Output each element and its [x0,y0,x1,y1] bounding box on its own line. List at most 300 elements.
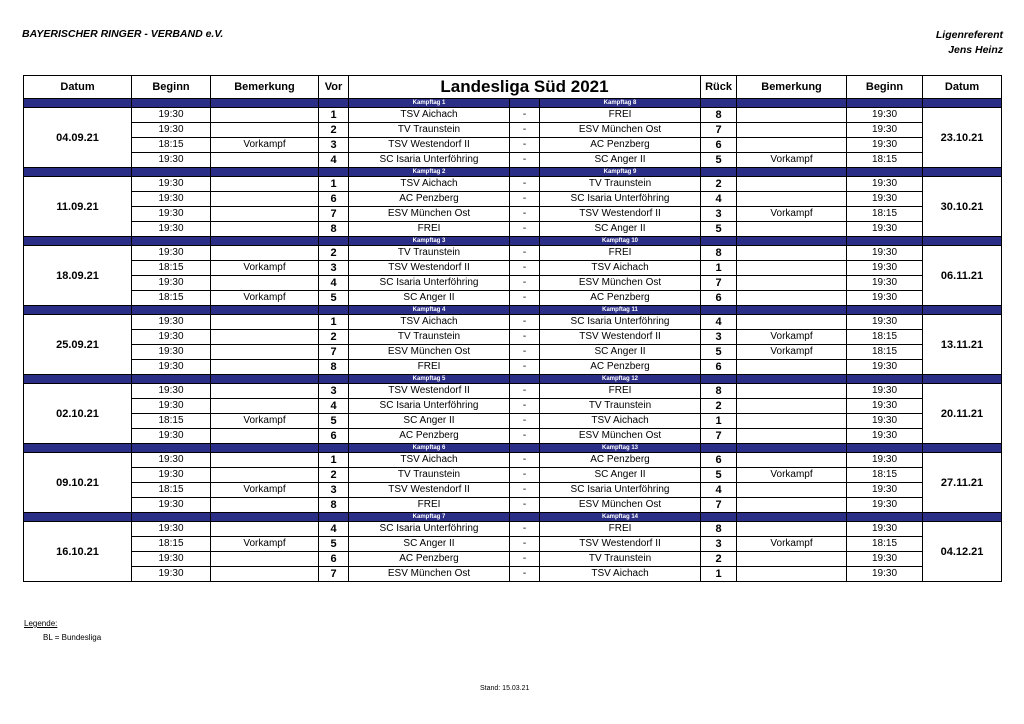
matchday-cell [24,375,132,384]
matchday-label: Kampftag 6 [349,444,510,453]
start-time: 19:30 [132,207,211,222]
col-bemerkung: Bemerkung [211,76,319,99]
remark-rueck [737,429,847,444]
rueck-number: 4 [701,483,737,498]
matchday-cell [701,168,737,177]
start-time-rueck: 19:30 [847,261,923,276]
start-time-rueck: 19:30 [847,360,923,375]
matchday-cell [211,237,319,246]
vor-number: 1 [319,108,349,123]
start-time-rueck: 19:30 [847,315,923,330]
date-vor: 02.10.21 [24,384,132,444]
matchday-cell [737,237,847,246]
start-time: 19:30 [132,468,211,483]
remark [211,345,319,360]
matchday-cell [923,375,1002,384]
vor-number: 6 [319,192,349,207]
remark [211,192,319,207]
separator: - [510,537,540,552]
start-time-rueck: 18:15 [847,330,923,345]
away-team: TV Traunstein [540,552,701,567]
start-time: 18:15 [132,261,211,276]
rueck-number: 6 [701,138,737,153]
matchday-cell [24,237,132,246]
start-time: 19:30 [132,498,211,513]
home-team: TV Traunstein [349,246,510,261]
separator: - [510,108,540,123]
remark [211,108,319,123]
home-team: SC Isaria Unterföhring [349,399,510,414]
matchday-cell [847,99,923,108]
start-time-rueck: 19:30 [847,177,923,192]
separator: - [510,345,540,360]
remark [211,330,319,345]
start-time-rueck: 19:30 [847,138,923,153]
start-time: 19:30 [132,552,211,567]
separator: - [510,552,540,567]
separator: - [510,138,540,153]
home-team: AC Penzberg [349,429,510,444]
table-row [24,552,1002,567]
col-rueck: Rück [701,76,737,99]
legend-item: BL = Bundesliga [43,633,102,642]
vor-number: 1 [319,177,349,192]
remark-rueck: Vorkampf [737,537,847,552]
start-time-rueck: 19:30 [847,246,923,261]
home-team: FREI [349,360,510,375]
matchday-cell [132,444,211,453]
remark-rueck [737,108,847,123]
rueck-number: 3 [701,537,737,552]
remark-rueck [737,246,847,261]
separator: - [510,360,540,375]
away-team: SC Anger II [540,345,701,360]
remark-rueck [737,123,847,138]
away-team: FREI [540,246,701,261]
matchday-cell [847,513,923,522]
remark: Vorkampf [211,261,319,276]
remark-rueck [737,276,847,291]
separator: - [510,192,540,207]
remark [211,468,319,483]
matchday-label: Kampftag 5 [349,375,510,384]
matchday-cell [24,99,132,108]
vor-number: 6 [319,429,349,444]
home-team: TSV Westendorf II [349,138,510,153]
away-team: TSV Westendorf II [540,330,701,345]
away-team: TSV Westendorf II [540,537,701,552]
matchday-cell [737,99,847,108]
table-row [24,468,1002,483]
vor-number: 3 [319,384,349,399]
rueck-number: 5 [701,345,737,360]
away-team: TSV Aichach [540,261,701,276]
separator: - [510,330,540,345]
away-team: FREI [540,384,701,399]
matchday-cell [319,99,349,108]
matchday-cell [923,444,1002,453]
matchday-label: Kampftag 11 [540,306,701,315]
remark-rueck [737,552,847,567]
table-row [24,138,1002,153]
home-team: SC Isaria Unterföhring [349,522,510,537]
home-team: ESV München Ost [349,207,510,222]
remark-rueck: Vorkampf [737,330,847,345]
table-row [24,261,1002,276]
matchday-cell [847,237,923,246]
vor-number: 8 [319,222,349,237]
home-team: TSV Aichach [349,453,510,468]
matchday-row [24,237,1002,246]
start-time: 19:30 [132,222,211,237]
start-time: 19:30 [132,384,211,399]
table-row [24,246,1002,261]
separator: - [510,177,540,192]
remark-rueck: Vorkampf [737,207,847,222]
away-team: SC Anger II [540,468,701,483]
matchday-cell [847,306,923,315]
start-time-rueck: 19:30 [847,498,923,513]
start-time: 18:15 [132,291,211,306]
table-row [24,498,1002,513]
remark [211,177,319,192]
remark-rueck [737,192,847,207]
referee-name: Jens Heinz [948,44,1003,56]
remark [211,153,319,168]
separator: - [510,207,540,222]
remark [211,429,319,444]
separator: - [510,384,540,399]
matchday-row [24,168,1002,177]
date-rueck: 13.11.21 [923,315,1002,375]
col-bemerkung-rueck: Bemerkung [737,76,847,99]
rueck-number: 4 [701,315,737,330]
rueck-number: 6 [701,291,737,306]
rueck-number: 8 [701,246,737,261]
rueck-number: 5 [701,468,737,483]
home-team: AC Penzberg [349,552,510,567]
separator: - [510,123,540,138]
home-team: TV Traunstein [349,123,510,138]
matchday-cell [701,306,737,315]
remark [211,360,319,375]
away-team: ESV München Ost [540,429,701,444]
away-team: SC Isaria Unterföhring [540,315,701,330]
start-time: 19:30 [132,192,211,207]
date-rueck: 20.11.21 [923,384,1002,444]
matchday-cell [923,99,1002,108]
start-time-rueck: 18:15 [847,345,923,360]
col-datum-rueck: Datum [923,76,1002,99]
start-time: 19:30 [132,567,211,582]
col-vor: Vor [319,76,349,99]
matchday-cell [132,375,211,384]
separator: - [510,246,540,261]
rueck-number: 3 [701,330,737,345]
table-row [24,315,1002,330]
matchday-cell [319,168,349,177]
table-row [24,483,1002,498]
referee-role: Ligenreferent [935,29,1003,41]
remark [211,453,319,468]
remark-rueck [737,291,847,306]
home-team: TV Traunstein [349,330,510,345]
matchday-row [24,444,1002,453]
matchday-label: Kampftag 13 [540,444,701,453]
rueck-number: 7 [701,123,737,138]
matchday-cell [319,237,349,246]
remark-rueck: Vorkampf [737,468,847,483]
home-team: AC Penzberg [349,192,510,207]
vor-number: 8 [319,360,349,375]
separator: - [510,483,540,498]
matchday-label: Kampftag 2 [349,168,510,177]
col-datum: Datum [24,76,132,99]
matchday-cell [24,168,132,177]
start-time: 19:30 [132,177,211,192]
remark-rueck [737,384,847,399]
start-time-rueck: 19:30 [847,276,923,291]
matchday-cell [701,444,737,453]
start-time-rueck: 18:15 [847,537,923,552]
col-beginn-rueck: Beginn [847,76,923,99]
date-rueck: 30.10.21 [923,177,1002,237]
vor-number: 2 [319,246,349,261]
remark [211,498,319,513]
start-time-rueck: 19:30 [847,399,923,414]
date-vor: 16.10.21 [24,522,132,582]
date-rueck: 04.12.21 [923,522,1002,582]
separator: - [510,498,540,513]
league-title: Landesliga Süd 2021 [349,76,701,99]
away-team: TV Traunstein [540,399,701,414]
separator: - [510,153,540,168]
start-time: 18:15 [132,483,211,498]
start-time: 19:30 [132,453,211,468]
rueck-number: 6 [701,453,737,468]
vor-number: 1 [319,453,349,468]
matchday-cell [211,513,319,522]
matchday-cell [24,306,132,315]
matchday-cell [319,375,349,384]
matchday-cell [737,375,847,384]
table-row [24,153,1002,168]
start-time-rueck: 19:30 [847,453,923,468]
start-time: 19:30 [132,429,211,444]
vor-number: 8 [319,498,349,513]
remark-rueck [737,399,847,414]
home-team: TSV Aichach [349,108,510,123]
remark [211,522,319,537]
remark-rueck [737,360,847,375]
home-team: SC Isaria Unterföhring [349,276,510,291]
start-time: 19:30 [132,315,211,330]
rueck-number: 2 [701,177,737,192]
remark-rueck [737,567,847,582]
vor-number: 4 [319,522,349,537]
away-team: AC Penzberg [540,138,701,153]
rueck-number: 7 [701,498,737,513]
legend-title: Legende: [24,619,58,628]
rueck-number: 1 [701,261,737,276]
remark: Vorkampf [211,414,319,429]
matchday-cell [737,306,847,315]
vor-number: 2 [319,123,349,138]
matchday-cell [847,375,923,384]
start-time: 19:30 [132,345,211,360]
start-time: 19:30 [132,330,211,345]
start-time-rueck: 18:15 [847,153,923,168]
start-time-rueck: 19:30 [847,483,923,498]
remark-rueck [737,222,847,237]
vor-number: 6 [319,552,349,567]
away-team: ESV München Ost [540,123,701,138]
away-team: FREI [540,108,701,123]
matchday-cell [701,513,737,522]
start-time: 19:30 [132,399,211,414]
separator: - [510,261,540,276]
matchday-cell [510,513,540,522]
separator: - [510,399,540,414]
separator: - [510,414,540,429]
matchday-cell [510,444,540,453]
home-team: SC Anger II [349,291,510,306]
matchday-label: Kampftag 4 [349,306,510,315]
remark [211,123,319,138]
separator: - [510,522,540,537]
start-time: 19:30 [132,108,211,123]
table-row [24,522,1002,537]
matchday-row [24,99,1002,108]
matchday-label: Kampftag 1 [349,99,510,108]
start-time-rueck: 19:30 [847,222,923,237]
vor-number: 3 [319,483,349,498]
vor-number: 2 [319,330,349,345]
federation-name: BAYERISCHER RINGER - VERBAND e.V. [22,28,224,40]
away-team: TSV Westendorf II [540,207,701,222]
matchday-cell [132,168,211,177]
remark-rueck [737,315,847,330]
table-row [24,330,1002,345]
stand-date: Stand: 15.03.21 [480,685,530,692]
table-row [24,399,1002,414]
separator: - [510,222,540,237]
start-time: 19:30 [132,522,211,537]
away-team: ESV München Ost [540,498,701,513]
date-rueck: 06.11.21 [923,246,1002,306]
matchday-cell [132,306,211,315]
matchday-cell [737,513,847,522]
home-team: FREI [349,222,510,237]
vor-number: 5 [319,414,349,429]
matchday-label: Kampftag 10 [540,237,701,246]
matchday-label: Kampftag 9 [540,168,701,177]
home-team: SC Anger II [349,537,510,552]
vor-number: 7 [319,345,349,360]
matchday-cell [737,444,847,453]
start-time-rueck: 19:30 [847,123,923,138]
away-team: SC Isaria Unterföhring [540,483,701,498]
rueck-number: 8 [701,108,737,123]
matchday-cell [211,375,319,384]
table-row [24,108,1002,123]
matchday-cell [319,444,349,453]
date-rueck: 27.11.21 [923,453,1002,513]
rueck-number: 5 [701,222,737,237]
rueck-number: 8 [701,384,737,399]
matchday-cell [510,306,540,315]
rueck-number: 3 [701,207,737,222]
matchday-cell [923,306,1002,315]
remark [211,315,319,330]
vor-number: 7 [319,567,349,582]
start-time-rueck: 18:15 [847,207,923,222]
vor-number: 1 [319,315,349,330]
home-team: SC Anger II [349,414,510,429]
home-team: TSV Westendorf II [349,384,510,399]
matchday-cell [847,168,923,177]
start-time-rueck: 19:30 [847,414,923,429]
remark [211,567,319,582]
remark: Vorkampf [211,291,319,306]
home-team: TV Traunstein [349,468,510,483]
away-team: ESV München Ost [540,276,701,291]
remark [211,399,319,414]
away-team: TSV Aichach [540,414,701,429]
rueck-number: 4 [701,192,737,207]
away-team: AC Penzberg [540,453,701,468]
col-beginn: Beginn [132,76,211,99]
start-time: 18:15 [132,537,211,552]
date-vor: 11.09.21 [24,177,132,237]
header-row [24,76,1002,99]
start-time: 19:30 [132,276,211,291]
separator: - [510,291,540,306]
away-team: SC Anger II [540,222,701,237]
rueck-number: 2 [701,399,737,414]
start-time-rueck: 19:30 [847,567,923,582]
remark-rueck [737,483,847,498]
remark [211,207,319,222]
start-time-rueck: 18:15 [847,468,923,483]
remark [211,246,319,261]
matchday-cell [923,168,1002,177]
away-team: AC Penzberg [540,360,701,375]
matchday-label: Kampftag 8 [540,99,701,108]
start-time-rueck: 19:30 [847,192,923,207]
table-row [24,222,1002,237]
matchday-cell [510,375,540,384]
start-time: 19:30 [132,153,211,168]
schedule-body [24,99,1002,582]
home-team: ESV München Ost [349,567,510,582]
start-time: 19:30 [132,360,211,375]
matchday-label: Kampftag 7 [349,513,510,522]
table-row [24,192,1002,207]
start-time: 19:30 [132,246,211,261]
home-team: TSV Aichach [349,177,510,192]
remark: Vorkampf [211,138,319,153]
home-team: ESV München Ost [349,345,510,360]
table-row [24,123,1002,138]
start-time-rueck: 19:30 [847,552,923,567]
separator: - [510,468,540,483]
matchday-cell [211,168,319,177]
date-vor: 18.09.21 [24,246,132,306]
table-row [24,453,1002,468]
remark-rueck [737,522,847,537]
home-team: FREI [349,498,510,513]
